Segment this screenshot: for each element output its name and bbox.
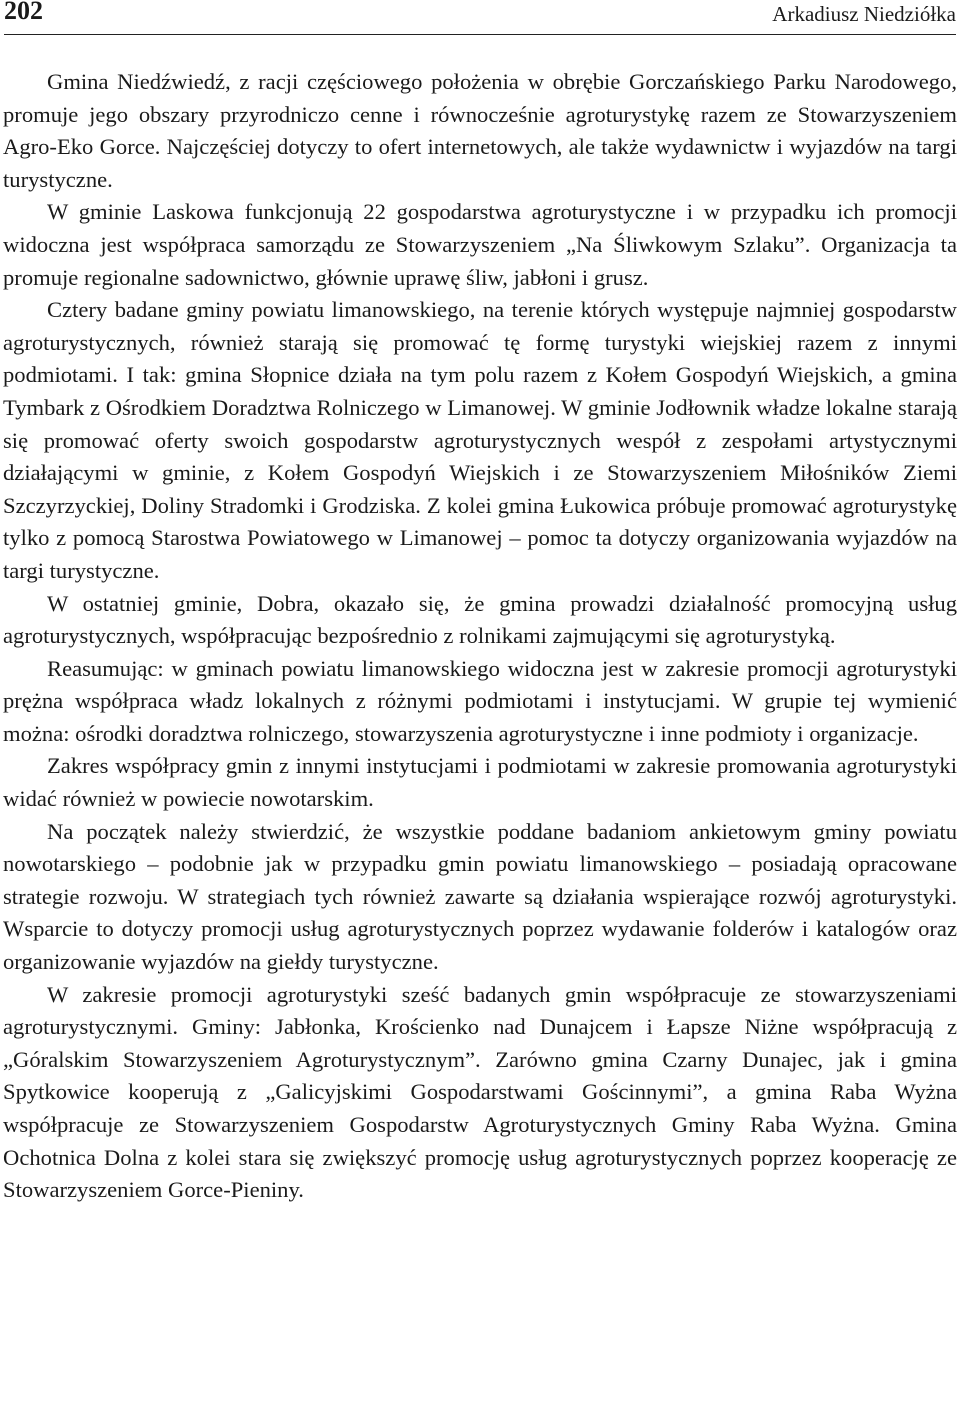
paragraph-summary-limanowski: Reasumując: w gminach powiatu limanowskiego widoczna jest w zakresie promocji agroturystyki prężna współpraca władz lokalnych z różnymi podmiotami i instytucjami. W grupie tej wymienić można: ośrodki doradztwa rolniczego, stowarzyszenia agroturystyczne i inne podmioty i organizacje. <box>3 655 957 746</box>
paragraph-development-strategies: Na początek należy stwierdzić, że wszystkie poddane badaniom ankietowym gminy powiatu nowotarskiego – podobnie jak w przypadku gmin powiatu limanowskiego – posiadają opracowane strategie rozwoju. W strategiach tych również zawarte są działania wspierające rozwój agroturystyki. Wsparcie to dotyczy promocji usług agroturystycznych poprzez wydawanie folderów i katalogów oraz organizowanie wyjazdów na giełdy turystyczne. <box>3 818 957 975</box>
paragraph-associations: W zakresie promocji agroturystyki sześć badanych gmin współpracuje ze stowarzyszeniami agroturystycznymi. Gminy: Jabłonka, Krościenko nad Dunajcem i Łapsze Niżne współpracują z „Góralskim Stowarzyszeniem Agroturystycznym”. Zarówno gmina Czarny Dunajec, jak i gmina Spytkowice kooperują z „Galicyjskimi Gospodarstwami Gościnnymi”, a gmina Raba Wyżna współpracuje ze Stowarzyszeniem Gospodarstw Agroturystycznych Gminy Raba Wyżna. Gmina Ochotnica Dolna z kolei stara się zwiększyć promocję usług agroturystycznych poprzez kooperację ze Stowarzyszeniem Gorce-Pieniny. <box>3 981 957 1203</box>
page-number: 202 <box>4 0 43 25</box>
paragraph-laskowa: W gminie Laskowa funkcjonują 22 gospodarstwa agroturystyczne i w przypadku ich promocji widoczna jest współpraca samorządu ze Stowarzyszeniem „Na Śliwkowym Szlaku”. Organizacja ta promuje regionalne sadownictwo, głównie uprawę śliw, jabłoni i grusz. <box>3 199 957 290</box>
paragraph-niedzwiedz: Gmina Niedźwiedź, z racji częściowego położenia w obrębie Gorczańskiego Parku Narodowego, promuje jego obszary przyrodniczo cenne i równocześnie agroturystykę razem ze Stowarzyszeniem Agro-Eko Gorce. Najczęściej dotyczy to ofert internetowych, ale także wydawnictw i wyjazdów na targi turystyczne. <box>3 69 957 192</box>
paragraph-nowotarski-scope: Zakres współpracy gmin z innymi instytucjami i podmiotami w zakresie promowania agroturystyki widać również w powiecie nowotarskim. <box>3 753 957 812</box>
author-name: Arkadiusz Niedziółka <box>772 2 956 26</box>
body-text <box>3 66 957 1207</box>
running-header <box>4 0 956 35</box>
paragraph-dobra: W ostatniej gminie, Dobra, okazało się, że gmina prowadzi działalność promocyjną usług agroturystycznych, współpracując bezpośrednio z rolnikami zajmującymi się agroturystyką. <box>3 590 957 649</box>
paragraph-four-communes: Cztery badane gminy powiatu limanowskiego, na terenie których występuje najmniej gospodarstw agroturystycznych, również starają się promować tę formę turystyki wiejskiej razem z innymi podmiotami. I tak: gmina Słopnice działa na tym polu razem z Kołem Gospodyń Wiejskich, a gmina Tymbark z Ośrodkiem Doradztwa Rolniczego w Limanowej. W gminie Jodłownik władze lokalne starają się promować oferty swoich gospodarstw agroturystycznych wespół z zespołami artystycznymi działającymi w gminie, z Kołem Gospodyń Wiejskich i ze Stowarzyszeniem Miłośników Ziemi Szczyrzyckiej, Doliny Stradomki i Grodziska. Z kolei gmina Łukowica próbuje promować agroturystykę tylko z pomocą Starostwa Powiatowego w Limanowej – pomoc ta dotyczy organizowania wyjazdów na targi turystyczne. <box>3 297 957 583</box>
